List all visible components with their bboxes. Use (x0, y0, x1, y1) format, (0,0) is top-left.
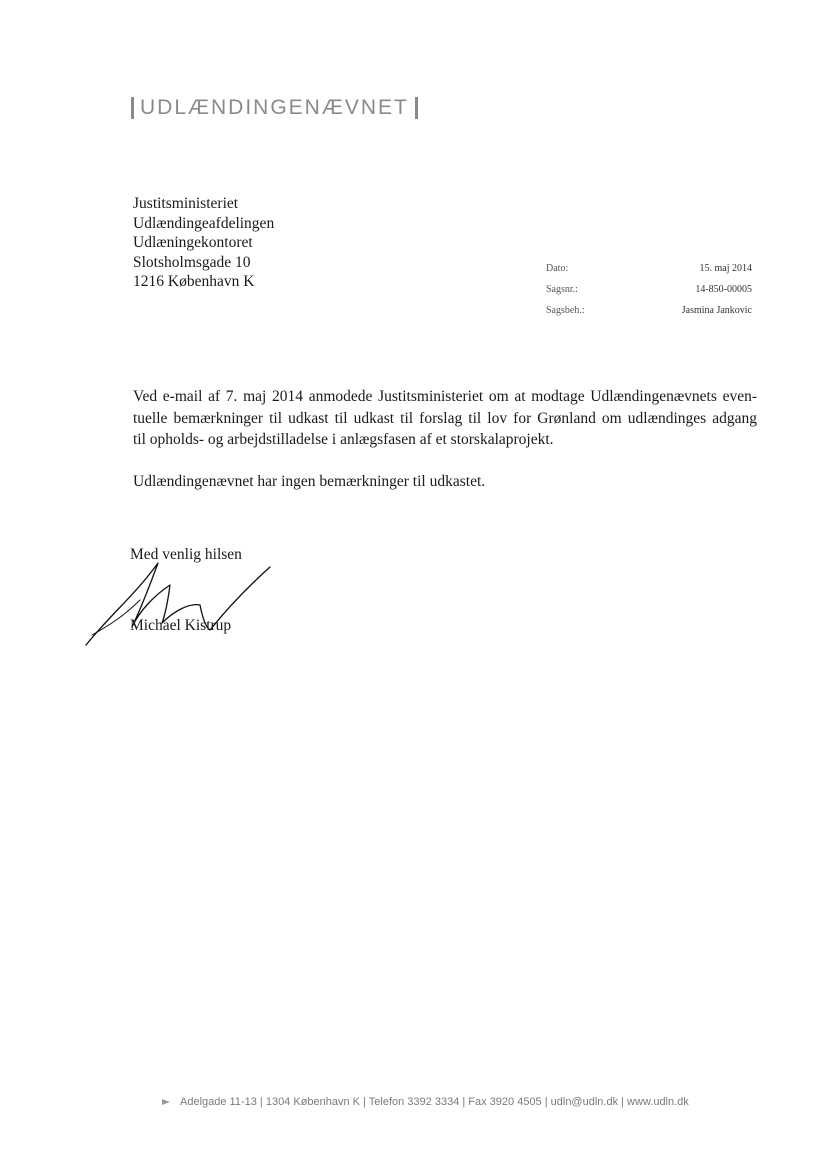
logo-text: UDLÆNDINGENÆVNET (140, 96, 409, 119)
meta-row-case (546, 283, 752, 304)
paragraph-line: Ved e-mail af 7. maj 2014 anmodede Justitsministeriet om at modtage Udlændingenævnets even- (133, 388, 757, 405)
case-number-label: Sagsnr.: (546, 284, 578, 295)
address-line: 1216 København K (133, 273, 255, 290)
date-label: Dato: (546, 263, 569, 274)
closing-greeting: Med venlig hilsen (130, 546, 242, 563)
handwritten-signature (80, 555, 280, 650)
letterhead-logo (131, 96, 418, 120)
letter-footer (162, 1096, 689, 1108)
letter-meta (546, 262, 752, 325)
body-paragraph-1 (133, 386, 757, 451)
recipient-address (133, 194, 274, 292)
meta-row-handler (546, 304, 752, 325)
address-line: Justitsministeriet (133, 195, 239, 212)
paragraph-line: tuelle bemærkninger til udkast til udkast til forslag til lov for Grønland om udlændinges adgang (133, 409, 757, 427)
logo-bar-left (131, 97, 134, 119)
case-handler-value: Jasmina Jankovic (681, 305, 752, 316)
footer-contact: Adelgade 11-13 | 1304 København K | Telefon 3392 3334 | Fax 3920 4505 | udln@udln.dk | www.udln.dk (180, 1096, 689, 1108)
meta-row-date (546, 262, 752, 283)
footer-arrow-icon (162, 1099, 170, 1105)
date-value: 15. maj 2014 (699, 263, 752, 274)
address-line: Slotsholmsgade 10 (133, 253, 251, 271)
logo-bar-right (415, 97, 418, 119)
address-line: Udlæningekontoret (133, 234, 253, 251)
paragraph-line: til opholds- og arbejdstilladelse i anlægsfasen af et storskalaprojekt. (133, 431, 554, 448)
body-paragraph-2: Udlændingenævnet har ingen bemærkninger til udkastet. (133, 472, 486, 490)
signer-name: Michael Kistrup (130, 617, 232, 634)
address-line: Udlændingeafdelingen (133, 214, 275, 232)
case-handler-label: Sagsbeh.: (546, 305, 585, 316)
letter-body (133, 386, 757, 492)
case-number-value: 14-850-00005 (695, 284, 752, 295)
